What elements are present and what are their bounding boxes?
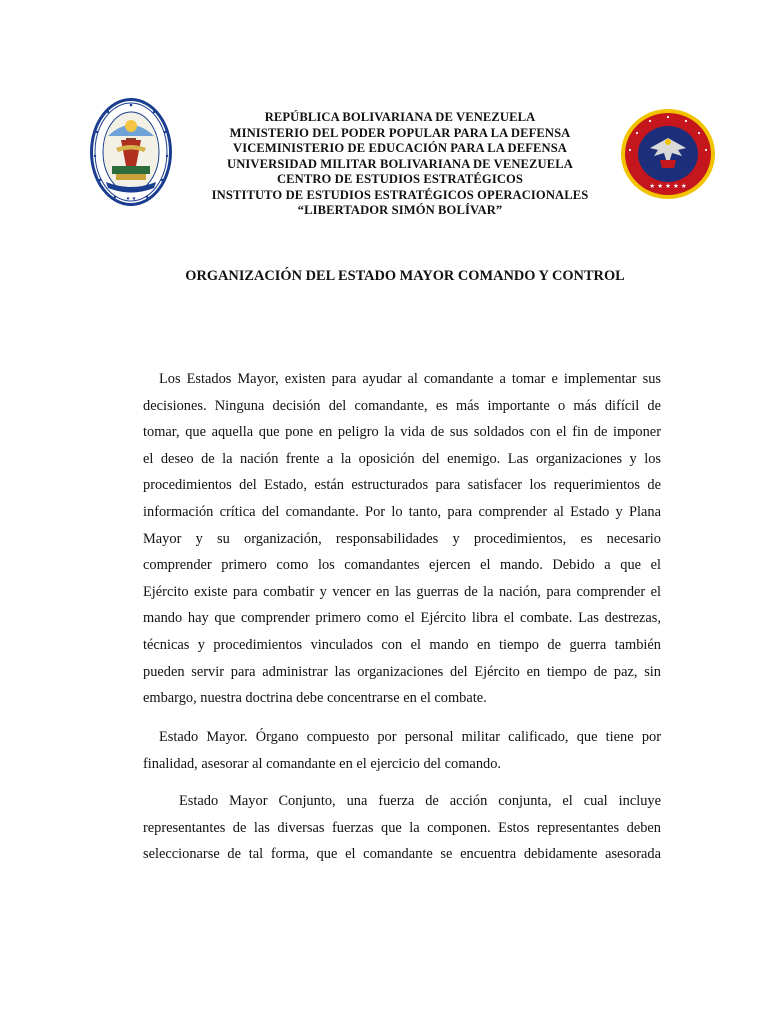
header-line: REPÚBLICA BOLIVARIANA DE VENEZUELA (264, 110, 536, 124)
paragraph-line: finalidad, asesorar al comandante en el ejercicio del comando. (143, 755, 502, 772)
war-school-emblem-icon (620, 108, 716, 200)
paragraph-line: Ejército existe para combatir y vencer en las guerras de la nación, para comprender el (143, 583, 661, 600)
paragraph-line: Estado Mayor Conjunto, una fuerza de acción conjunta, el cual incluye (179, 793, 661, 809)
header-line: CENTRO DE ESTUDIOS ESTRATÉGICOS (276, 172, 524, 186)
body-paragraph (143, 366, 661, 712)
document-title: ORGANIZACIÓN DEL ESTADO MAYOR COMANDO Y CONTROL (185, 268, 625, 284)
header-line: VICEMINISTERIO DE EDUCACIÓN PARA LA DEFENSA (233, 141, 567, 155)
paragraph-line: procedimientos del Estado, están estructurados para satisfacer los requerimientos de (143, 477, 661, 494)
paragraph-line: representantes de las diversas fuerzas que la componen. Estos representantes deben (143, 819, 661, 836)
university-seal-icon (88, 96, 174, 208)
paragraph-line: tomar, que aquella que pone en peligro la vida de sus soldados con el fin de imponer (143, 424, 661, 441)
header-line: UNIVERSIDAD MILITAR BOLIVARIANA DE VENEZUELA (227, 156, 573, 171)
paragraph-line: técnicas y procedimientos vinculados con el mando en tiempo de guerra también (143, 636, 661, 653)
paragraph-line: comprender primero como los comandantes ejercen el mando. Debido a que el (143, 557, 661, 574)
paragraph-line: seleccionarse de tal forma, que el comandante se encuentra debidamente asesorada (143, 846, 661, 863)
institution-header (180, 110, 620, 219)
header-line: “LIBERTADOR SIMÓN BOLÍVAR” (297, 203, 503, 217)
paragraph-line: información crítica del comandante. Por lo tanto, para comprender al Estado y Plana (143, 503, 661, 520)
paragraph-line: embargo, nuestra doctrina debe concentrarse en el combate. (143, 690, 487, 707)
svg-text:★ ★: ★ ★ (125, 196, 137, 202)
paragraph-line: pueden servir para administrar las organizaciones del Ejército en tiempo de paz, sin (143, 663, 661, 680)
paragraph-line: Estado Mayor. Órgano compuesto por personal militar calificado, que tiene por (159, 729, 661, 745)
body-paragraph (143, 724, 661, 777)
body-paragraph (143, 788, 661, 868)
svg-text:★ ★ ★ ★ ★: ★ ★ ★ ★ ★ (649, 182, 687, 190)
paragraph-line: mando hay que comprender primero como el Ejército libra el combate. Las destrezas, (143, 610, 661, 627)
header-line: INSTITUTO DE ESTUDIOS ESTRATÉGICOS OPERACIONALES (211, 187, 589, 202)
header-line: MINISTERIO DEL PODER POPULAR PARA LA DEFENSA (229, 125, 571, 140)
paragraph-line: Los Estados Mayor, existen para ayudar al comandante a tomar e implementar sus (159, 371, 661, 387)
paragraph-line: Mayor y su organización, responsabilidades y procedimientos, es necesario (143, 530, 661, 547)
paragraph-line: decisiones. Ninguna decisión del comandante, es más importante o más difícil de (143, 397, 661, 414)
paragraph-line: el deseo de la nación frente a la oposición del enemigo. Las organizaciones y los (143, 450, 661, 467)
